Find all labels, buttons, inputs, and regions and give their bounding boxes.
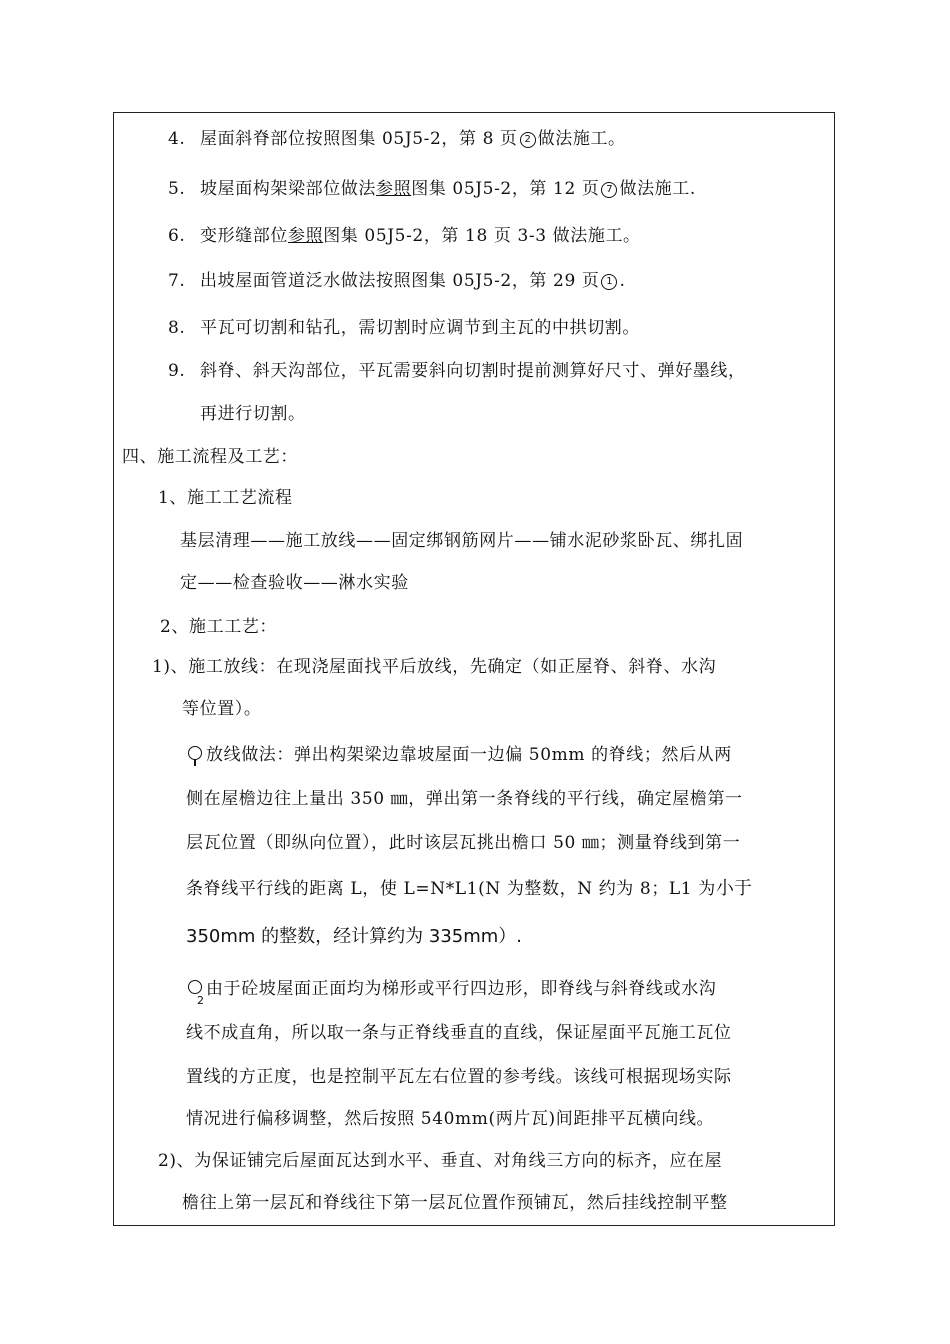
item-number: 4. bbox=[168, 129, 186, 149]
subheading-2: 2、施工工艺： bbox=[160, 617, 278, 637]
item-text-mid: 图集 05J5-2，第 12 页 bbox=[411, 179, 600, 199]
item-text: 坡屋面构架梁部位做法 bbox=[200, 179, 376, 199]
marker-1-line-3: 层瓦位置（即纵向位置），此时该层瓦挑出檐口 50 ㎜；测量脊线到第一 bbox=[186, 833, 741, 853]
marker-1-line-4-text: 条脊线平行线的距离 L，使 L=N*L1(N 为整数，N 约为 8；L1 为 bbox=[186, 879, 716, 899]
item-text: 出坡屋面管道泛水做法按照图集 05J5-2，第 29 页 bbox=[200, 271, 600, 291]
item-number: 6. bbox=[168, 226, 186, 246]
underlined-text: 参照 bbox=[288, 226, 324, 246]
item-number: 5. bbox=[168, 179, 186, 199]
underlined-text: 参照 bbox=[376, 179, 412, 199]
list-item-6 bbox=[168, 225, 641, 247]
paragraph-2-line-2: 檐往上第一层瓦和脊线往下第一层瓦位置作预铺瓦，然后挂线控制平整 bbox=[182, 1193, 728, 1213]
circled-number-icon: 7 bbox=[601, 182, 617, 198]
marker-2-line-4: 情况进行偏移调整，然后按照 540mm(两片瓦)间距排平瓦横向线。 bbox=[186, 1109, 715, 1129]
marker-1-line-4-end: 小于 bbox=[715, 878, 752, 899]
section-heading: 四、施工流程及工艺： bbox=[122, 447, 298, 467]
item-number: 8. bbox=[168, 318, 186, 338]
list-item-4 bbox=[168, 128, 626, 150]
subheading-1: 1、施工工艺流程 bbox=[158, 488, 293, 508]
item-text-end: 图集 05J5-2，第 18 页 3-3 做法施工。 bbox=[323, 226, 641, 246]
list-item-9-continuation: 再进行切割。 bbox=[200, 404, 306, 424]
list-item-8 bbox=[168, 317, 640, 339]
marker-2-line-1 bbox=[186, 978, 717, 1007]
item-number: 9. bbox=[168, 361, 186, 381]
marker-pin-icon: 2 bbox=[186, 978, 206, 1000]
list-item-5 bbox=[168, 178, 696, 200]
marker-1-line-4 bbox=[186, 878, 752, 900]
item-text-end: 做法施工。 bbox=[537, 129, 626, 149]
circled-number-icon: 2 bbox=[520, 132, 536, 148]
marker-1-line-2: 侧在屋檐边往上量出 350 ㎜，弹出第一条脊线的平行线，确定屋檐第一 bbox=[186, 789, 743, 809]
marker-2-line-2: 线不成直角，所以取一条与正脊线垂直的直线，保证屋面平瓦施工瓦位 bbox=[186, 1023, 732, 1043]
marker-1-line-1 bbox=[186, 744, 732, 766]
paragraph-1-line-1: 1)、施工放线：在现浇屋面找平后放线，先确定（如正屋脊、斜脊、水沟 bbox=[152, 657, 717, 677]
circled-number-icon: 1 bbox=[601, 274, 617, 290]
paragraph-2-line-1: 2)、为保证铺完后屋面瓦达到水平、垂直、对角线三方向的标齐，应在屋 bbox=[158, 1151, 723, 1171]
flow-line-2: 定——检查验收——淋水实验 bbox=[180, 573, 409, 593]
marker-pin-icon bbox=[186, 744, 206, 766]
item-text: 屋面斜脊部位按照图集 05J5-2，第 8 页 bbox=[200, 129, 518, 149]
item-text-end: . bbox=[619, 271, 626, 291]
list-item-7 bbox=[168, 270, 625, 292]
list-item-9 bbox=[168, 360, 746, 382]
marker-1-text: 放线做法：弹出构架梁边靠坡屋面一边偏 50mm 的脊线；然后从两 bbox=[206, 745, 732, 765]
item-text: 平瓦可切割和钻孔，需切割时应调节到主瓦的中拱切割。 bbox=[200, 318, 640, 338]
item-text: 斜脊、斜天沟部位，平瓦需要斜向切割时提前测算好尺寸、弹好墨线， bbox=[200, 361, 746, 381]
paragraph-1-line-2: 等位置）。 bbox=[182, 699, 262, 719]
marker-2-text: 由于砼坡屋面正面均为梯形或平行四边形，即脊线与斜脊线或水沟 bbox=[206, 979, 717, 999]
item-text-end: 做法施工. bbox=[619, 179, 696, 199]
item-text: 变形缝部位 bbox=[200, 226, 288, 246]
flow-line-1: 基层清理——施工放线——固定绑钢筋网片——铺水泥砂浆卧瓦、绑扎固 bbox=[180, 531, 744, 551]
marker-2-line-3: 置线的方正度，也是控制平瓦左右位置的参考线。该线可根据现场实际 bbox=[186, 1067, 732, 1087]
item-number: 7. bbox=[168, 271, 186, 291]
marker-1-line-5: 350mm 的整数，经计算约为 335mm）. bbox=[186, 926, 523, 947]
